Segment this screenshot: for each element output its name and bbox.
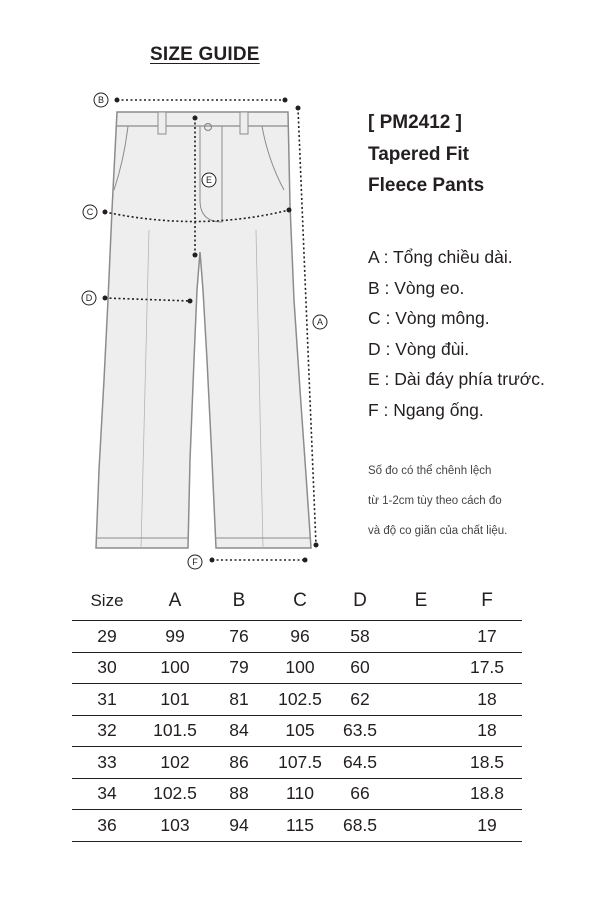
cell-e — [390, 652, 452, 684]
pants-belt-loop — [240, 112, 248, 134]
legend-item-f: F : Ngang ống. — [368, 399, 484, 420]
pants-belt-loop — [158, 112, 166, 134]
legend-item-e: E : Dài đáy phía trước. — [368, 369, 545, 390]
cell-e — [390, 621, 452, 653]
cell-e — [390, 715, 452, 747]
measurement-note — [368, 456, 507, 546]
cell-f: 17 — [452, 621, 522, 653]
table-row — [72, 810, 522, 842]
table-row — [72, 778, 522, 810]
cell-f: 18 — [452, 684, 522, 716]
table-row — [72, 747, 522, 779]
legend-item-a: A : Tổng chiều dài. — [368, 247, 513, 267]
cell-e — [390, 778, 452, 810]
cell-a: 102.5 — [142, 778, 208, 810]
product-code: [ PM2412 ] — [368, 112, 462, 133]
header-e: E — [414, 590, 428, 611]
cell-f: 18 — [452, 715, 522, 747]
table-header-row — [72, 582, 522, 621]
table-row — [72, 621, 522, 653]
header-c: C — [293, 590, 307, 611]
cell-c: 115 — [270, 810, 330, 842]
cell-b: 79 — [208, 652, 270, 684]
header-size: Size — [90, 591, 124, 610]
cell-size: 32 — [72, 715, 142, 747]
table-row — [72, 715, 522, 747]
cell-a: 101 — [142, 684, 208, 716]
cell-f: 18.5 — [452, 747, 522, 779]
cell-c: 105 — [270, 715, 330, 747]
size-table — [72, 582, 522, 842]
cell-b: 88 — [208, 778, 270, 810]
cell-d: 60 — [330, 652, 390, 684]
cell-c: 107.5 — [270, 747, 330, 779]
cell-size: 29 — [72, 621, 142, 653]
cell-b: 86 — [208, 747, 270, 779]
table-row — [72, 684, 522, 716]
page-title: SIZE GUIDE — [150, 44, 260, 65]
cell-c: 96 — [270, 621, 330, 653]
cell-d: 58 — [330, 621, 390, 653]
note-line: từ 1-2cm tùy theo cách đo — [368, 495, 502, 507]
cell-c: 100 — [270, 652, 330, 684]
cell-c: 110 — [270, 778, 330, 810]
cell-b: 84 — [208, 715, 270, 747]
cell-size: 34 — [72, 778, 142, 810]
label-a: A — [316, 317, 324, 328]
pants-diagram — [0, 0, 340, 580]
cell-b: 94 — [208, 810, 270, 842]
cell-b: 81 — [208, 684, 270, 716]
product-name-line1: Tapered Fit — [368, 144, 469, 165]
cell-d: 68.5 — [330, 810, 390, 842]
cell-a: 102 — [142, 747, 208, 779]
note-line: Số đo có thể chênh lệch — [368, 465, 492, 477]
cell-e — [390, 684, 452, 716]
cell-size: 36 — [72, 810, 142, 842]
header-b: B — [232, 590, 246, 611]
cell-f: 17.5 — [452, 652, 522, 684]
table-row — [72, 652, 522, 684]
legend-item-c: C : Vòng mông. — [368, 308, 490, 329]
cell-c: 102.5 — [270, 684, 330, 716]
label-f: F — [192, 557, 198, 568]
cell-a: 103 — [142, 810, 208, 842]
label-e: E — [205, 175, 213, 186]
cell-a: 99 — [142, 621, 208, 653]
cell-size: 31 — [72, 684, 142, 716]
cell-a: 100 — [142, 652, 208, 684]
cell-d: 63.5 — [330, 715, 390, 747]
label-c: C — [86, 207, 94, 218]
cell-f: 19 — [452, 810, 522, 842]
cell-size: 33 — [72, 747, 142, 779]
header-f: F — [481, 590, 493, 611]
cell-e — [390, 810, 452, 842]
cell-b: 76 — [208, 621, 270, 653]
measurement-legend — [368, 242, 545, 426]
cell-a: 101.5 — [142, 715, 208, 747]
header-a: A — [168, 590, 182, 611]
cell-size: 30 — [72, 652, 142, 684]
label-b: B — [97, 95, 105, 106]
cell-d: 64.5 — [330, 747, 390, 779]
cell-e — [390, 747, 452, 779]
note-line: và độ co giãn của chất liệu. — [368, 525, 508, 537]
product-name-line2: Fleece Pants — [368, 175, 485, 196]
cell-f: 18.8 — [452, 778, 522, 810]
legend-item-d: D : Vòng đùi. — [368, 338, 470, 359]
legend-item-b: B : Vòng eo. — [368, 277, 465, 298]
header-d: D — [353, 590, 367, 611]
cell-d: 66 — [330, 778, 390, 810]
cell-d: 62 — [330, 684, 390, 716]
label-d: D — [85, 293, 93, 304]
